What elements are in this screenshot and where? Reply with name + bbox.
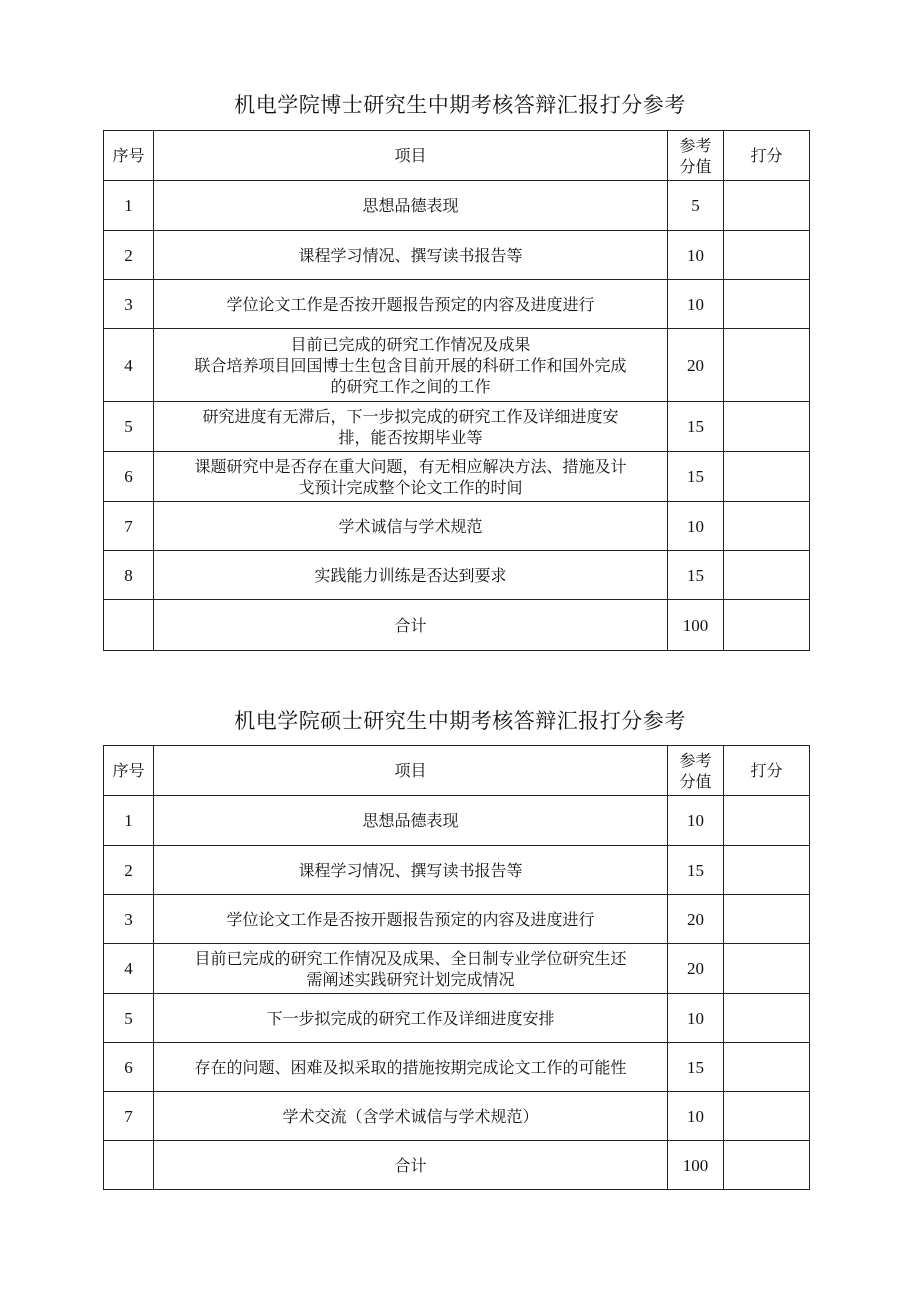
total-row — [104, 600, 810, 651]
row-score-cell[interactable] — [724, 402, 810, 452]
header-points — [668, 131, 724, 181]
row-item — [154, 502, 668, 551]
total-score-cell[interactable] — [724, 1141, 810, 1190]
row-item-line: 学位论文工作是否按开题报告预定的内容及进度进行 — [226, 294, 595, 314]
row-number: 7 — [104, 1092, 154, 1141]
row-score-cell[interactable] — [724, 280, 810, 329]
row-number: 4 — [104, 944, 154, 994]
row-points: 15 — [668, 846, 724, 895]
row-number: 5 — [104, 994, 154, 1043]
table-row — [104, 280, 810, 329]
table-row — [104, 329, 810, 402]
header-item: 项目 — [154, 131, 668, 181]
row-points: 20 — [668, 895, 724, 944]
row-item-line: 需阐述实践研究计划完成情况 — [306, 969, 515, 989]
row-points: 20 — [668, 944, 724, 994]
row-item — [154, 1092, 668, 1141]
row-points: 15 — [668, 551, 724, 600]
phd-score-table — [103, 130, 810, 651]
total-no-cell — [104, 600, 154, 651]
table-row — [104, 796, 810, 846]
table-row — [104, 1043, 810, 1092]
row-score-cell[interactable] — [724, 1043, 810, 1092]
row-score-cell[interactable] — [724, 502, 810, 551]
table-row — [104, 231, 810, 280]
row-item — [154, 280, 668, 329]
row-item — [154, 895, 668, 944]
row-number: 1 — [104, 796, 154, 846]
row-score-cell[interactable] — [724, 1092, 810, 1141]
row-points: 10 — [668, 1092, 724, 1141]
table-row — [104, 181, 810, 231]
row-item — [154, 402, 668, 452]
row-number: 6 — [104, 452, 154, 502]
row-item-line: 的研究工作之间的工作 — [330, 376, 491, 396]
row-number: 4 — [104, 329, 154, 402]
row-item — [154, 181, 668, 231]
table-row — [104, 551, 810, 600]
row-item-line: 下一步拟完成的研究工作及详细进度安排 — [266, 1008, 555, 1028]
row-points: 15 — [668, 1043, 724, 1092]
header-row — [104, 746, 810, 796]
row-item — [154, 796, 668, 846]
row-item — [154, 551, 668, 600]
row-score-cell[interactable] — [724, 796, 810, 846]
row-points: 15 — [668, 452, 724, 502]
row-number: 6 — [104, 1043, 154, 1092]
row-item-line: 存在的问题、困难及拟采取的措施按期完成论文工作的可能性 — [194, 1057, 627, 1077]
row-number: 8 — [104, 551, 154, 600]
row-number: 7 — [104, 502, 154, 551]
row-score-cell[interactable] — [724, 231, 810, 280]
row-item-line: 课题研究中是否存在重大问题，有无相应解决方法、措施及计 — [194, 456, 627, 476]
row-number: 2 — [104, 846, 154, 895]
table-row — [104, 846, 810, 895]
master-table-title: 机电学院硕士研究生中期考核答辩汇报打分参考 — [234, 709, 686, 733]
row-number: 2 — [104, 231, 154, 280]
header-score: 打分 — [724, 746, 810, 796]
row-item-line: 联合培养项目回国博士生包含目前开展的科研工作和国外完成 — [194, 355, 627, 375]
row-score-cell[interactable] — [724, 329, 810, 402]
total-label: 合计 — [154, 1141, 668, 1190]
row-item — [154, 329, 668, 402]
table-row — [104, 402, 810, 452]
row-item-line: 学术诚信与学术规范 — [338, 516, 483, 536]
row-number: 1 — [104, 181, 154, 231]
row-number: 5 — [104, 402, 154, 452]
row-score-cell[interactable] — [724, 181, 810, 231]
phd-table-title: 机电学院博士研究生中期考核答辩汇报打分参考 — [234, 93, 686, 117]
row-item-line: 学位论文工作是否按开题报告预定的内容及进度进行 — [226, 909, 595, 929]
row-item-line: 思想品德表现 — [362, 196, 459, 215]
header-no: 序号 — [104, 131, 154, 181]
row-item-line: 课程学习情况、撰写读书报告等 — [298, 860, 523, 880]
master-score-table — [103, 745, 810, 1190]
table-row — [104, 502, 810, 551]
header-row — [104, 131, 810, 181]
header-points-line2: 分值 — [679, 771, 712, 791]
row-score-cell[interactable] — [724, 551, 810, 600]
total-label: 合计 — [154, 600, 668, 651]
table-row — [104, 944, 810, 994]
row-item-line: 课程学习情况、撰写读书报告等 — [298, 245, 523, 265]
header-points — [668, 746, 724, 796]
header-points-line1: 参考 — [679, 135, 712, 155]
row-score-cell[interactable] — [724, 944, 810, 994]
row-item — [154, 944, 668, 994]
row-item-line: 目前已完成的研究工作情况及成果 — [290, 334, 531, 354]
total-points: 100 — [668, 600, 724, 651]
header-score: 打分 — [724, 131, 810, 181]
row-item-line: 研究进度有无滞后，下一步拟完成的研究工作及详细进度安 — [202, 406, 619, 426]
total-score-cell[interactable] — [724, 600, 810, 651]
row-number: 3 — [104, 895, 154, 944]
table-row — [104, 895, 810, 944]
table-row — [104, 1092, 810, 1141]
row-points: 10 — [668, 994, 724, 1043]
row-points: 10 — [668, 280, 724, 329]
table-row — [104, 994, 810, 1043]
table-row — [104, 452, 810, 502]
row-points: 5 — [668, 181, 724, 231]
row-item-line: 戈预计完成整个论文工作的时间 — [298, 477, 523, 497]
row-item-line: 思想品德表现 — [362, 811, 459, 830]
row-item-line: 排，能否按期毕业等 — [338, 427, 483, 447]
row-points: 10 — [668, 231, 724, 280]
row-points: 10 — [668, 502, 724, 551]
row-item — [154, 231, 668, 280]
row-number: 3 — [104, 280, 154, 329]
row-score-cell[interactable] — [724, 846, 810, 895]
header-item: 项目 — [154, 746, 668, 796]
header-points-line2: 分值 — [679, 156, 712, 176]
row-item-line: 实践能力训练是否达到要求 — [314, 565, 507, 585]
row-item — [154, 994, 668, 1043]
row-item — [154, 846, 668, 895]
total-points: 100 — [668, 1141, 724, 1190]
row-score-cell[interactable] — [724, 452, 810, 502]
row-item-line: 目前已完成的研究工作情况及成果、全日制专业学位研究生还 — [194, 948, 627, 968]
total-row — [104, 1141, 810, 1190]
row-score-cell[interactable] — [724, 895, 810, 944]
header-no: 序号 — [104, 746, 154, 796]
row-score-cell[interactable] — [724, 994, 810, 1043]
header-points-line1: 参考 — [679, 750, 712, 770]
row-points: 10 — [668, 796, 724, 846]
row-item — [154, 452, 668, 502]
row-points: 15 — [668, 402, 724, 452]
total-no-cell — [104, 1141, 154, 1190]
row-points: 20 — [668, 329, 724, 402]
row-item-line: 学术交流（含学术诚信与学术规范） — [282, 1106, 539, 1126]
row-item — [154, 1043, 668, 1092]
